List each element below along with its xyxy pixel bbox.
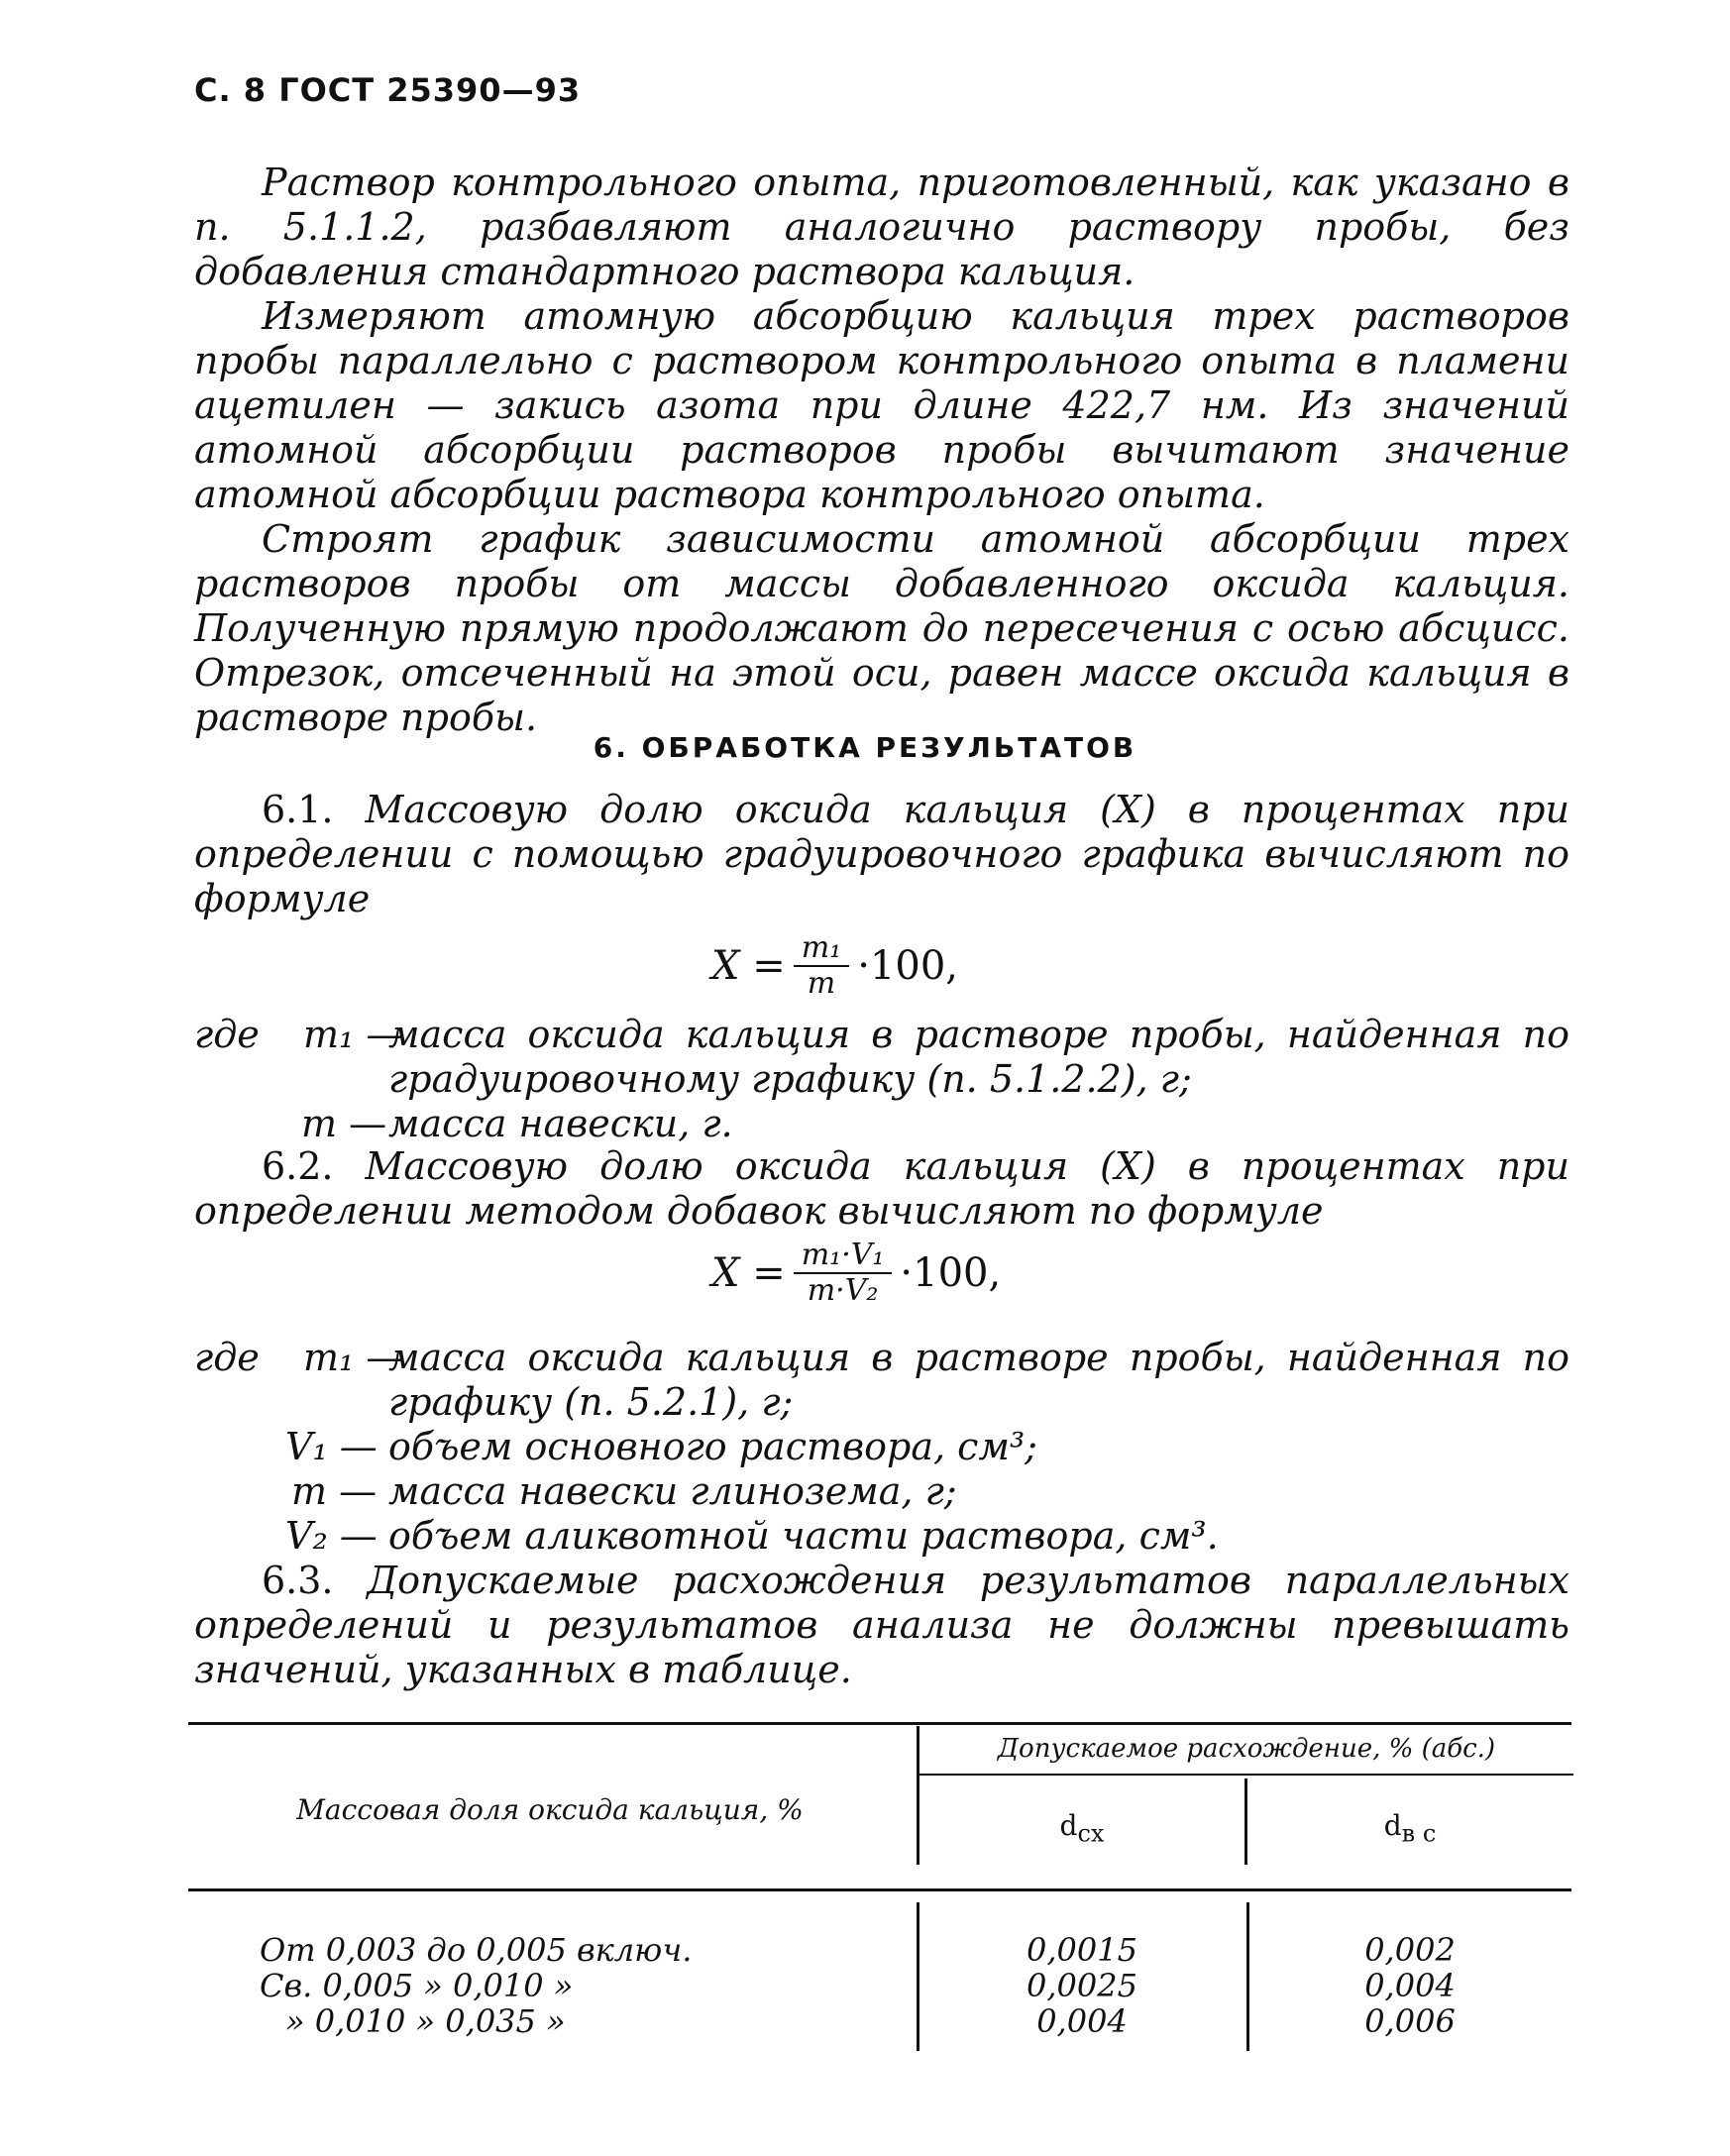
clause-text: Массовую долю оксида кальция (X) в процентах при определении с помощью градуировочного графика вычисляют по формуле: [194, 788, 1569, 920]
legend-where: где: [194, 1336, 260, 1379]
legend-text-m1: масса оксида кальция в растворе пробы, найденная по: [388, 1013, 1569, 1056]
legend-symbol-v2: V₂ —: [285, 1514, 378, 1558]
formula-additions: [711, 1239, 1001, 1308]
table-cell-range: От 0,003 до 0,005 включ.: [260, 1931, 693, 1969]
table-header-rule: [188, 1888, 1571, 1891]
legend-text-v2: объем аликвотной части раствора, см³.: [388, 1514, 1219, 1558]
clause-text: Допускаемые расхождения результатов параллельных определений и результатов анализа не должны превышать значений, указанных в таблице.: [194, 1559, 1569, 1691]
legend-where: где: [194, 1013, 260, 1056]
paragraph-graph: Строят график зависимости атомной абсорбции трех растворов пробы от массы добавленного оксида кальция. Полученную прямую продолжают до пересечения с осью абсцисс. Отрезок, отсеченный на этой оси, равен массе оксида кальция в растворе пробы.: [194, 517, 1569, 739]
legend-symbol-m1: m₁ —: [303, 1336, 404, 1379]
table-cell-dvc: 0,004: [1364, 1967, 1456, 2004]
table-cell-dcx: 0,0015: [1027, 1931, 1137, 1969]
clause-text: Массовую долю оксида кальция (X) в процентах при определении методом добавок вычисляют по формуле: [194, 1144, 1569, 1233]
legend-text-m1-cont: градуировочному графику (п. 5.1.2.2), г;: [388, 1057, 1192, 1101]
formula-denominator: m: [807, 966, 836, 1001]
formula-fraction: [794, 1239, 893, 1308]
table-cell-range: Св. 0,005 » 0,010 »: [260, 1967, 574, 2004]
clause-6-3: [194, 1559, 1569, 1692]
formula-lhs: X =: [711, 943, 786, 989]
formula-numerator: m₁: [801, 930, 842, 965]
legend-text-v1: объем основного раствора, см³;: [388, 1425, 1037, 1468]
paragraph-blank-solution: Раствор контрольного опыта, приготовленный, как указано в п. 5.1.1.2, разбавляют аналогично раствору пробы, без добавления стандартного раствора кальция.: [194, 161, 1569, 293]
table-cell-dvc: 0,002: [1364, 1931, 1456, 1969]
legend-text-m1-cont: графику (п. 5.2.1), г;: [388, 1380, 794, 1424]
formula-tail: ·100,: [900, 1250, 1002, 1296]
formula-tail: ·100,: [857, 943, 958, 989]
table-header-tolerance: Допускаемое расхождение, % (абс.): [997, 1734, 1496, 1764]
formula-numerator: m₁·V₁: [801, 1238, 885, 1272]
legend-symbol-m1: m₁ —: [303, 1013, 404, 1056]
table-group-rule: [919, 1774, 1573, 1776]
legend-text-m: масса навески глинозема, г;: [388, 1469, 957, 1513]
intro-text: [194, 161, 1569, 740]
page-header: С. 8 ГОСТ 25390—93: [194, 71, 582, 109]
table-header-mass-fraction: Массовая доля оксида кальция, %: [296, 1793, 804, 1826]
clause-number: 6.2.: [262, 1144, 334, 1188]
table-header-dcx: $d_{сх}$: [1059, 1809, 1105, 1848]
clause-number: 6.1.: [262, 788, 334, 831]
legend-symbol-m: m —: [301, 1102, 387, 1145]
table-top-rule: [188, 1722, 1571, 1725]
legend-additions: [194, 1336, 1569, 1559]
formula-calibration: [711, 931, 958, 1001]
legend-calibration: [194, 1013, 1569, 1146]
formula-fraction: [794, 931, 849, 1001]
legend-symbol-v1: V₁ —: [285, 1425, 378, 1468]
table-cell-dcx: 0,004: [1036, 2002, 1128, 2040]
table-cell-dcx: 0,0025: [1027, 1967, 1137, 2004]
formula-lhs: X =: [711, 1250, 786, 1296]
legend-text-m: масса навески, г.: [388, 1102, 733, 1145]
section-title: 6. ОБРАБОТКА РЕЗУЛЬТАТОВ: [593, 731, 1137, 764]
table-cell-dvc: 0,006: [1364, 2002, 1456, 2040]
clause-6-2: [194, 1144, 1569, 1234]
clause-number: 6.3.: [262, 1559, 334, 1602]
clause-6-1: [194, 788, 1569, 921]
legend-text-m1: масса оксида кальция в растворе пробы, найденная по: [388, 1336, 1569, 1379]
paragraph-measurement: Измеряют атомную абсорбцию кальция трех растворов пробы параллельно с раствором контрольного опыта в пламени ацетилен — закись азота при длине 422,7 нм. Из значений атомной абсорбции растворов пробы вычитают значение атомной абсорбции раствора контрольного опыта.: [194, 294, 1569, 516]
table-cell-range: » 0,010 » 0,035 »: [285, 2002, 566, 2040]
legend-symbol-m: m —: [291, 1469, 378, 1513]
formula-denominator: m·V₂: [807, 1273, 879, 1308]
table-header-dvc: $d_{в с}$: [1383, 1809, 1437, 1848]
